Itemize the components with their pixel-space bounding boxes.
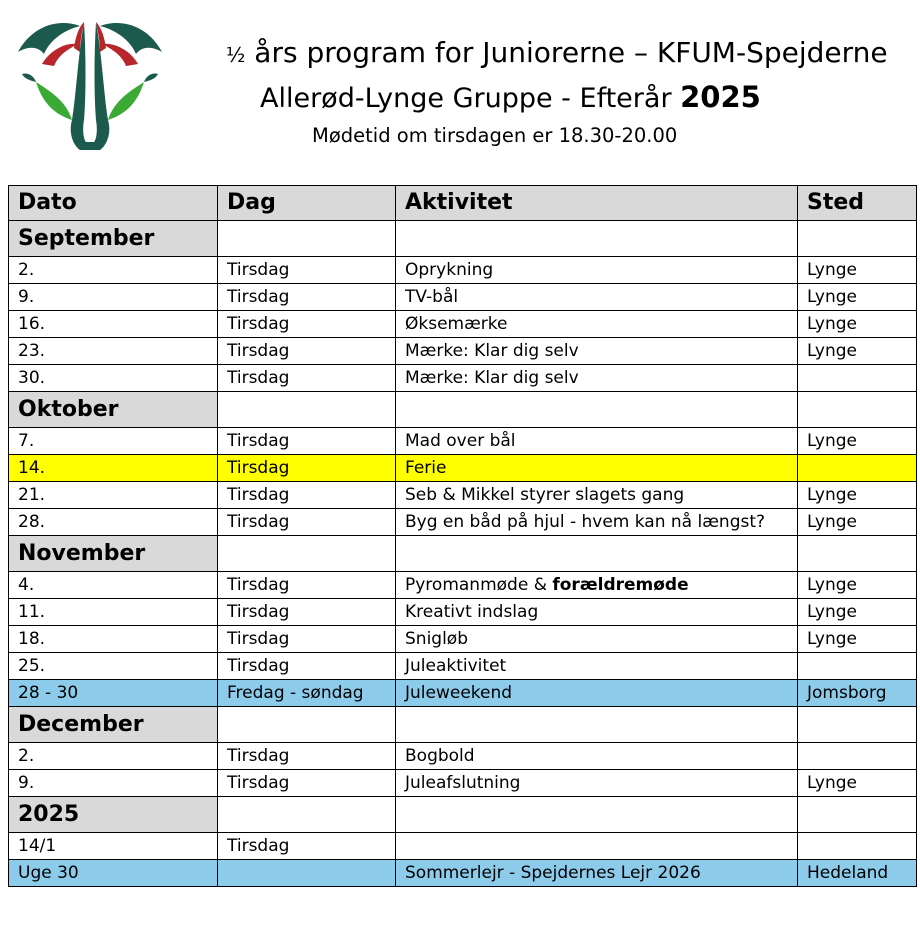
cell-dag: Tirsdag bbox=[218, 653, 396, 680]
table-row bbox=[9, 860, 917, 887]
cell-dag: Tirsdag bbox=[218, 365, 396, 392]
cell-sted: Jomsborg bbox=[798, 680, 917, 707]
table-row bbox=[9, 455, 917, 482]
cell-aktivitet: Mærke: Klar dig selv bbox=[396, 365, 798, 392]
table-row bbox=[9, 257, 917, 284]
table-row bbox=[9, 311, 917, 338]
cell-sted: Lynge bbox=[798, 257, 917, 284]
cell-dato: 2. bbox=[9, 743, 218, 770]
cell-aktivitet bbox=[396, 572, 798, 599]
table-row bbox=[9, 626, 917, 653]
cell-aktivitet: Juleaktivitet bbox=[396, 653, 798, 680]
table-row bbox=[9, 833, 917, 860]
empty-cell bbox=[798, 221, 917, 257]
cell-dato: 18. bbox=[9, 626, 218, 653]
empty-cell bbox=[798, 392, 917, 428]
page-subtitle-group bbox=[260, 80, 920, 114]
aktivitet-bold-text: forældremøde bbox=[552, 575, 689, 595]
month-row bbox=[9, 797, 917, 833]
cell-dag: Tirsdag bbox=[218, 509, 396, 536]
table-row bbox=[9, 770, 917, 797]
table-row bbox=[9, 599, 917, 626]
cell-aktivitet: Kreativt indslag bbox=[396, 599, 798, 626]
table-row bbox=[9, 680, 917, 707]
cell-sted: Hedeland bbox=[798, 860, 917, 887]
table-row bbox=[9, 743, 917, 770]
cell-sted: Lynge bbox=[798, 284, 917, 311]
cell-dato: 23. bbox=[9, 338, 218, 365]
cell-aktivitet: Ferie bbox=[396, 455, 798, 482]
cell-dag: Tirsdag bbox=[218, 311, 396, 338]
cell-dato: 14/1 bbox=[9, 833, 218, 860]
empty-cell bbox=[218, 392, 396, 428]
cell-sted: Lynge bbox=[798, 482, 917, 509]
cell-dag: Tirsdag bbox=[218, 599, 396, 626]
cell-sted bbox=[798, 653, 917, 680]
empty-cell bbox=[396, 797, 798, 833]
title-text: års program for Juniorerne – KFUM-Spejderne bbox=[245, 36, 888, 69]
cell-dato: 2. bbox=[9, 257, 218, 284]
cell-sted bbox=[798, 743, 917, 770]
cell-sted bbox=[798, 455, 917, 482]
empty-cell bbox=[396, 707, 798, 743]
cell-aktivitet: Mad over bål bbox=[396, 428, 798, 455]
col-header-dag: Dag bbox=[218, 186, 396, 221]
month-row bbox=[9, 536, 917, 572]
cell-aktivitet bbox=[396, 833, 798, 860]
cell-dag bbox=[218, 860, 396, 887]
empty-cell bbox=[218, 797, 396, 833]
month-label: December bbox=[9, 707, 218, 743]
cell-dato: 21. bbox=[9, 482, 218, 509]
month-label: Oktober bbox=[9, 392, 218, 428]
cell-sted bbox=[798, 833, 917, 860]
group-text: Allerød-Lynge Gruppe - Efterår bbox=[260, 83, 681, 114]
cell-dag: Tirsdag bbox=[218, 626, 396, 653]
cell-dag: Tirsdag bbox=[218, 572, 396, 599]
cell-aktivitet: Mærke: Klar dig selv bbox=[396, 338, 798, 365]
month-label: September bbox=[9, 221, 218, 257]
empty-cell bbox=[798, 707, 917, 743]
col-header-sted: Sted bbox=[798, 186, 917, 221]
cell-aktivitet: Seb & Mikkel styrer slagets gang bbox=[396, 482, 798, 509]
cell-dato: Uge 30 bbox=[9, 860, 218, 887]
cell-dato: 28 - 30 bbox=[9, 680, 218, 707]
cell-dag: Tirsdag bbox=[218, 743, 396, 770]
title-fraction: ½ bbox=[226, 43, 246, 67]
cell-dato: 14. bbox=[9, 455, 218, 482]
cell-dag: Tirsdag bbox=[218, 284, 396, 311]
group-year: 2025 bbox=[680, 80, 761, 114]
cell-dag: Tirsdag bbox=[218, 482, 396, 509]
month-label: 2025 bbox=[9, 797, 218, 833]
cell-dag: Tirsdag bbox=[218, 338, 396, 365]
month-row bbox=[9, 221, 917, 257]
page-title bbox=[226, 36, 920, 69]
table-row bbox=[9, 572, 917, 599]
cell-aktivitet: Bogbold bbox=[396, 743, 798, 770]
table-row bbox=[9, 338, 917, 365]
empty-cell bbox=[218, 707, 396, 743]
cell-dag: Tirsdag bbox=[218, 770, 396, 797]
cell-dag: Tirsdag bbox=[218, 455, 396, 482]
cell-sted bbox=[798, 365, 917, 392]
cell-aktivitet: Øksemærke bbox=[396, 311, 798, 338]
empty-cell bbox=[218, 221, 396, 257]
cell-sted: Lynge bbox=[798, 428, 917, 455]
cell-aktivitet: Juleafslutning bbox=[396, 770, 798, 797]
empty-cell bbox=[218, 536, 396, 572]
cell-sted: Lynge bbox=[798, 311, 917, 338]
cell-sted: Lynge bbox=[798, 509, 917, 536]
table-header-row bbox=[9, 186, 917, 221]
cell-sted: Lynge bbox=[798, 338, 917, 365]
cell-dag: Tirsdag bbox=[218, 833, 396, 860]
cell-dag: Fredag - søndag bbox=[218, 680, 396, 707]
kfum-logo-icon bbox=[14, 16, 166, 154]
month-row bbox=[9, 707, 917, 743]
cell-aktivitet: Snigløb bbox=[396, 626, 798, 653]
cell-aktivitet: Oprykning bbox=[396, 257, 798, 284]
cell-sted: Lynge bbox=[798, 770, 917, 797]
cell-dato: 11. bbox=[9, 599, 218, 626]
cell-dato: 25. bbox=[9, 653, 218, 680]
cell-dato: 16. bbox=[9, 311, 218, 338]
table-row bbox=[9, 509, 917, 536]
cell-dato: 7. bbox=[9, 428, 218, 455]
empty-cell bbox=[396, 221, 798, 257]
cell-dato: 9. bbox=[9, 284, 218, 311]
program-table bbox=[8, 185, 917, 887]
cell-aktivitet: Sommerlejr - Spejdernes Lejr 2026 bbox=[396, 860, 798, 887]
cell-sted: Lynge bbox=[798, 599, 917, 626]
month-label: November bbox=[9, 536, 218, 572]
empty-cell bbox=[396, 536, 798, 572]
cell-dag: Tirsdag bbox=[218, 257, 396, 284]
table-row bbox=[9, 365, 917, 392]
cell-dato: 30. bbox=[9, 365, 218, 392]
cell-sted: Lynge bbox=[798, 572, 917, 599]
empty-cell bbox=[798, 536, 917, 572]
table-row bbox=[9, 284, 917, 311]
cell-aktivitet: Byg en båd på hjul - hvem kan nå længst? bbox=[396, 509, 798, 536]
table-row bbox=[9, 428, 917, 455]
empty-cell bbox=[396, 392, 798, 428]
cell-dato: 28. bbox=[9, 509, 218, 536]
aktivitet-text: Pyromanmøde & bbox=[405, 575, 553, 595]
col-header-aktivitet: Aktivitet bbox=[396, 186, 798, 221]
cell-aktivitet: TV-bål bbox=[396, 284, 798, 311]
cell-dato: 9. bbox=[9, 770, 218, 797]
cell-sted: Lynge bbox=[798, 626, 917, 653]
table-row bbox=[9, 482, 917, 509]
cell-dato: 4. bbox=[9, 572, 218, 599]
empty-cell bbox=[798, 797, 917, 833]
cell-dag: Tirsdag bbox=[218, 428, 396, 455]
cell-aktivitet: Juleweekend bbox=[396, 680, 798, 707]
col-header-dato: Dato bbox=[9, 186, 218, 221]
meeting-time-note: Mødetid om tirsdagen er 18.30-20.00 bbox=[312, 124, 678, 147]
month-row bbox=[9, 392, 917, 428]
table-row bbox=[9, 653, 917, 680]
